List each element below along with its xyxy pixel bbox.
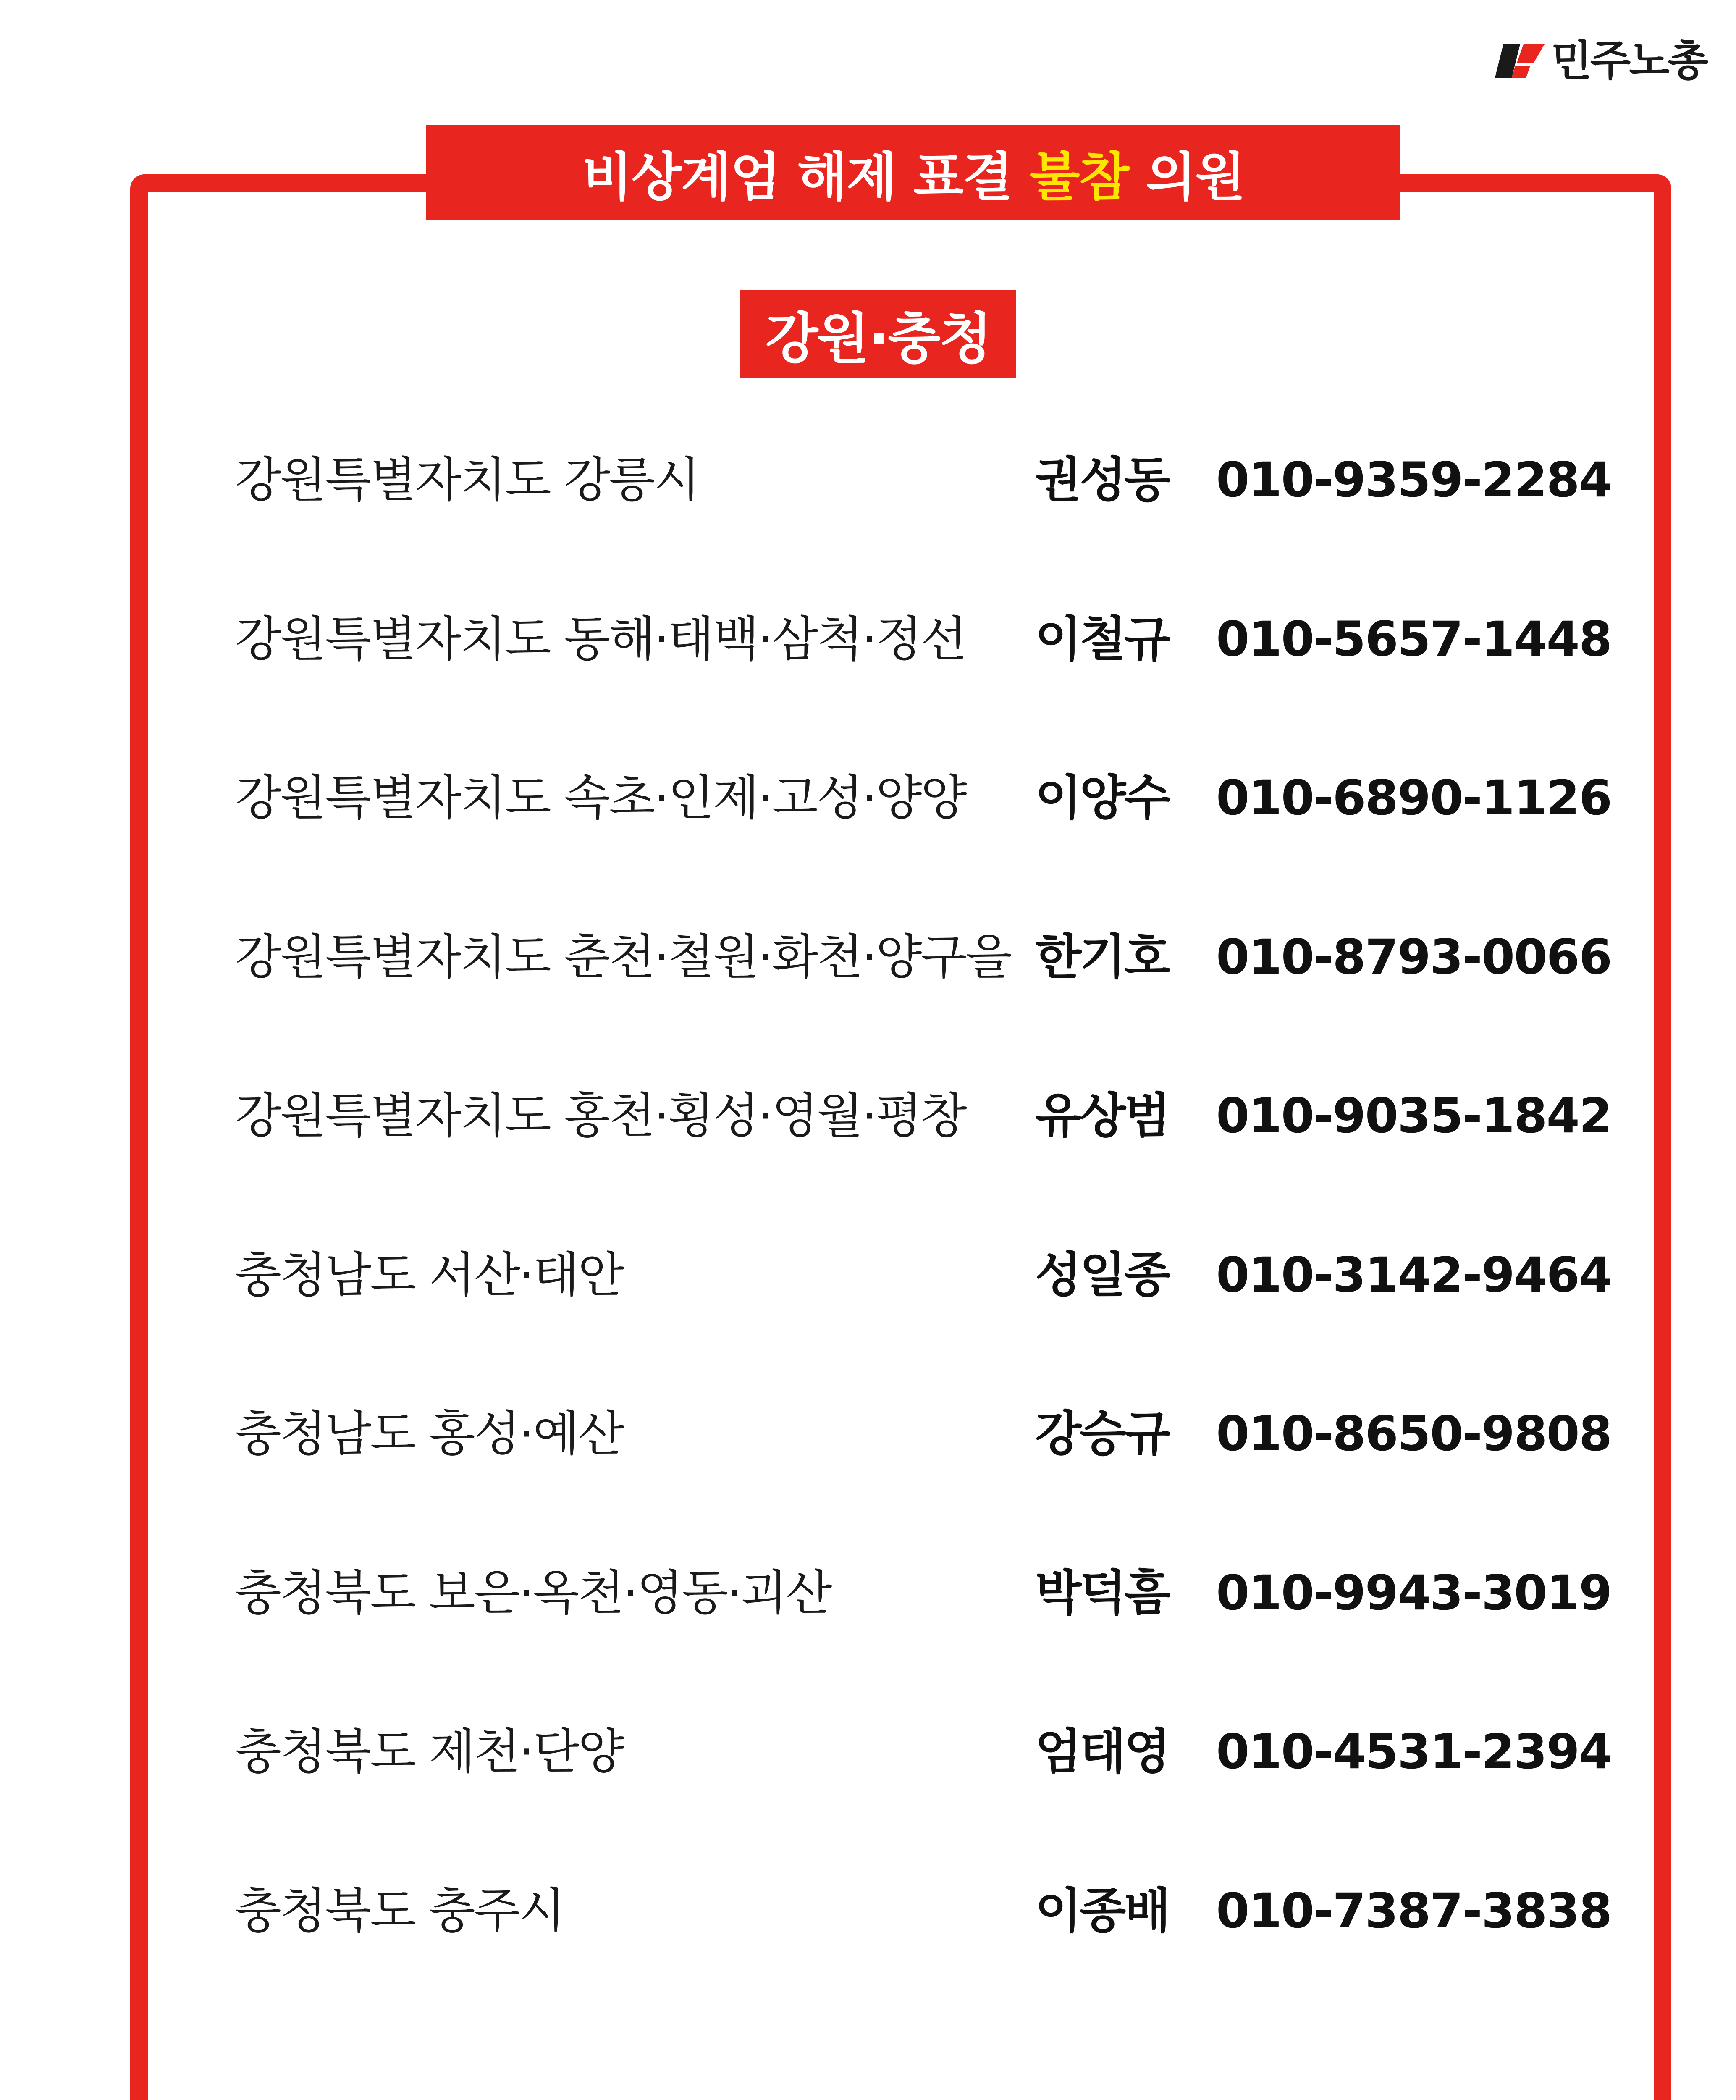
member-name: 강승규	[1035, 1406, 1169, 1462]
district-label: 강원특별자치도 동해·태백·삼척·정선	[235, 611, 966, 667]
phone-number: 010-9035-1842	[1216, 1088, 1612, 1144]
district-label: 충청북도 보은·옥천·영동·괴산	[235, 1564, 831, 1621]
kctu-logo	[1495, 34, 1707, 88]
title-highlight: 불참	[1029, 147, 1129, 207]
district-label: 강원특별자치도 속초·인제·고성·양양	[235, 770, 966, 826]
district-label: 충청남도 서산·태안	[235, 1247, 623, 1303]
district-label: 강원특별자치도 강릉시	[235, 452, 699, 508]
member-row	[235, 611, 1612, 772]
title-suffix: 의원	[1128, 147, 1245, 207]
member-name: 박덕흠	[1035, 1564, 1169, 1621]
district-label: 강원특별자치도 춘천·철원·화천·양구을	[235, 929, 1011, 985]
title-prefix: 비상계엄 해제 표결	[582, 147, 1030, 207]
member-row	[235, 770, 1612, 931]
phone-number: 010-8793-0066	[1216, 929, 1612, 985]
kctu-logo-mark-icon	[1495, 40, 1545, 82]
phone-number: 010-9943-3019	[1216, 1564, 1612, 1621]
phone-number: 010-7387-3838	[1216, 1882, 1612, 1939]
member-row	[235, 1882, 1612, 2044]
phone-number: 010-4531-2394	[1216, 1724, 1612, 1780]
phone-number: 010-9359-2284	[1216, 452, 1612, 508]
member-row	[235, 1724, 1612, 1885]
region-badge: 강원·충청	[740, 290, 1016, 378]
member-row	[235, 452, 1612, 613]
member-row	[235, 1564, 1612, 1726]
member-name: 이양수	[1035, 770, 1169, 826]
member-name: 이철규	[1035, 611, 1169, 667]
phone-number: 010-3142-9464	[1216, 1247, 1612, 1303]
member-name: 엄태영	[1035, 1724, 1169, 1780]
page-title	[582, 135, 1245, 210]
member-name: 성일종	[1035, 1247, 1169, 1303]
member-row	[235, 1088, 1612, 1249]
member-row	[235, 1247, 1612, 1408]
member-name: 권성동	[1035, 452, 1169, 508]
member-name: 한기호	[1035, 929, 1169, 985]
phone-number: 010-5657-1448	[1216, 611, 1612, 667]
member-list	[235, 452, 1612, 2043]
member-row	[235, 929, 1612, 1090]
member-row	[235, 1406, 1612, 1567]
member-name: 유상범	[1035, 1088, 1169, 1144]
district-label: 충청남도 홍성·예산	[235, 1406, 623, 1462]
district-label: 강원특별자치도 홍천·횡성·영월·평창	[235, 1088, 966, 1144]
member-name: 이종배	[1035, 1882, 1169, 1939]
district-label: 충청북도 제천·단양	[235, 1724, 623, 1780]
district-label: 충청북도 충주시	[235, 1882, 564, 1939]
logo-text: 민주노총	[1551, 36, 1707, 85]
phone-number: 010-8650-9808	[1216, 1406, 1612, 1462]
header-banner	[426, 125, 1400, 220]
phone-number: 010-6890-1126	[1216, 770, 1612, 826]
